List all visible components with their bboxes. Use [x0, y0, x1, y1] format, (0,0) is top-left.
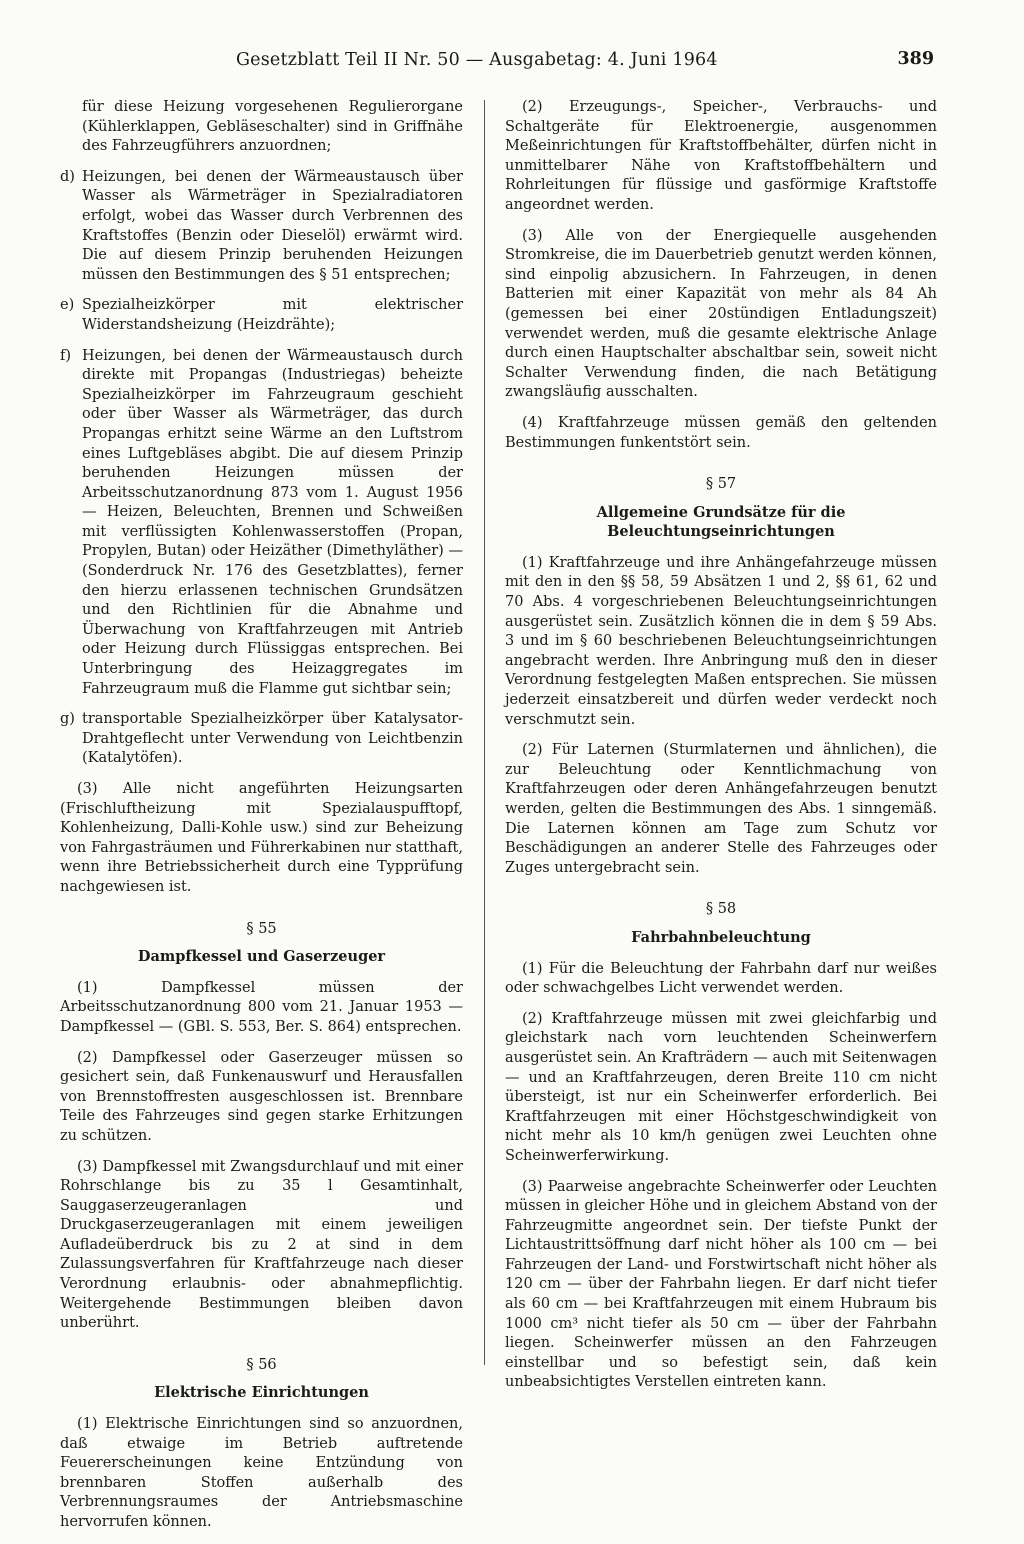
s55-paragraph-1: (1) Dampfkessel müssen der Arbeitsschutzanordnung 800 vom 21. Januar 1953 — Dampfkessel — (GBl. S. 553, Ber. S. 864) entsprechen.	[60, 979, 463, 1035]
s57-paragraph-2: (2) Für Laternen (Sturmlaternen und ähnlichen), die zur Beleuchtung oder Kenntlichmachung von Kraftfahrzeugen oder deren Anhängefahrzeugen benutzt werden, gelten die Bestimmungen des Abs. 1 sinngemäß. Die Laternen können am Tage zum Schutz vor Beschädigungen an anderer Stelle des Fahrzeuges oder Zuges untergebracht sein.	[505, 742, 937, 876]
list-label: e)	[60, 297, 75, 314]
s56-paragraph-3: (3) Alle von der Energiequelle ausgehenden Stromkreise, die im Dauerbetrieb genutzt werden können, sind einpolig abzusichern. In Fahrzeugen, in denen Batterien mit einer Kapazität von mehr als 84 Ah (gemessen bei einer 20stündigen Entladungszeit) verwendet werden, muß die gesamte elektrische Anlage durch einen Hauptschalter abschaltbar sein, soweit nicht Schalter Verwendung finden, die nach Betätigung zwangsläufig ausschalten.	[505, 227, 937, 401]
list-text: transportable Spezialheizkörper über Katalysator-Drahtgeflecht unter Verwendung von Leichtbenzin (Katalytöfen).	[82, 711, 463, 767]
item-c-continuation: für diese Heizung vorgesehenen Regulierorgane (Kühlerklappen, Gebläseschalter) sind in Griffnähe des Fahrzeugführers anzuordnen;	[82, 99, 463, 155]
list-label: d)	[60, 168, 75, 185]
column-divider	[484, 100, 485, 1365]
list-item-e	[60, 296, 463, 335]
left-column	[60, 98, 463, 1544]
section-title-56: Elektrische Einrichtungen	[154, 1384, 369, 1402]
section-number-57: § 57	[705, 476, 737, 493]
list-item-d	[60, 168, 463, 286]
s58-paragraph-3: (3) Paarweise angebrachte Scheinwerfer oder Leuchten müssen in gleicher Höhe und in gleichem Abstand von der Fahrzeugmitte angeordnet sein. Der tiefste Punkt der Lichtaustrittsöffnung darf nicht höher als 100 cm — bei Fahrzeugen der Land- und Forstwirtschaft nicht höher als 120 cm — über der Fahrbahn liegen. Er darf nicht tiefer als 60 cm — bei Kraftfahrzeugen mit einem Hubraum bis 1000 cm³ nicht tiefer als 50 cm — über der Fahrbahn liegen. Scheinwerfer müssen an den Fahrzeugen einstellbar und so befestigt sein, daß kein unbeabsichtigtes Verstellen eintreten kann.	[505, 1178, 937, 1391]
paragraph-3: (3) Alle nicht angeführten Heizungsarten (Frischluftheizung mit Spezialauspufftopf, Kohlenheizung, Dalli-Kohle usw.) sind zur Beheizung von Fahrgasträumen und Führerkabinen nur statthaft, wenn ihre Betriebssicherheit durch eine Typprüfung nachgewiesen ist.	[60, 781, 463, 895]
s56-paragraph-4: (4) Kraftfahrzeuge müssen gemäß den geltenden Bestimmungen funkentstört sein.	[505, 414, 937, 451]
s55-paragraph-3: (3) Dampfkessel mit Zwangsdurchlauf und mit einer Rohrschlange bis zu 35 l Gesamtinhalt, Sauggaserzeugeranlagen und Druckgaserzeugeranlagen mit einem jeweiligen Aufladeüberdruck bis zu 2 at sind in dem Zulassungsverfahren für Kraftfahrzeuge nach dieser Verordnung erlaubnis- oder abnahmepflichtig. Weitergehende Bestimmungen bleiben davon unberührt.	[60, 1158, 463, 1332]
list-label: g)	[60, 711, 75, 728]
right-column	[505, 98, 937, 1404]
section-number-56: § 56	[246, 1356, 277, 1373]
page-number: 389	[897, 49, 934, 69]
s57-paragraph-1: (1) Kraftfahrzeuge und ihre Anhängefahrzeuge müssen mit den in den §§ 58, 59 Absätzen 1 und 2, §§ 61, 62 und 70 Abs. 4 vorgeschriebenen Beleuchtungseinrichtungen ausgerüstet sein. Zusätzlich können die in dem § 59 Abs. 3 und im § 60 beschriebenen Beleuchtungseinrichtungen angebracht werden. Ihre Anbringung muß den in dieser Verordnung festgelegten Maßen entsprechen. Sie müssen jederzeit einsatzbereit und dürfen weder verdeckt noch verschmutzt sein.	[505, 554, 937, 728]
s55-paragraph-2: (2) Dampfkessel oder Gaserzeuger müssen so gesichert sein, daß Funkenauswurf und Herausfallen von Brennstoffresten ausgeschlossen ist. Brennbare Teile des Fahrzeuges sind gegen starke Erhitzungen zu schützen.	[60, 1049, 463, 1144]
list-item-f	[60, 347, 463, 700]
section-title-57: Allgemeine Grundsätze für die Beleuchtungseinrichtungen	[596, 503, 846, 541]
s56-paragraph-2: (2) Erzeugungs-, Speicher-, Verbrauchs- und Schaltgeräte für Elektroenergie, ausgenommen Meßeinrichtungen für Kraftstoffbehälter, dürfen nicht in unmittelbarer Nähe von Kraftstoffbehältern und Rohrleitungen für flüssige und gasförmige Kraftstoffe angeordnet werden.	[505, 99, 937, 213]
list-text: Spezialheizkörper mit elektrischer Widerstandsheizung (Heizdrähte);	[82, 297, 463, 333]
section-title-55: Dampfkessel und Gaserzeuger	[137, 948, 386, 966]
s58-paragraph-1: (1) Für die Beleuchtung der Fahrbahn darf nur weißes oder schwachgelbes Licht verwendet werden.	[505, 960, 937, 997]
list-text: Heizungen, bei denen der Wärmeaustausch durch direkte mit Propangas (Industriegas) beheizte Spezialheizkörper im Fahrzeugraum geschieht oder über Wasser als Wärmeträger, das durch Propangas erhitzt seine Wärme an den Luftstrom eines Luftgebläses abgibt. Die auf diesem Prinzip beruhenden Heizungen müssen der Arbeitsschutzanordnung 873 vom 1. August 1956 — Heizen, Beleuchten, Brennen und Schweißen mit verflüssigten Kohlenwasserstoffen (Propan, Propylen, Butan) oder Heizäther (Dimethyläther) — (Sonderdruck Nr. 176 des Gesetzblattes), ferner den hierzu erlassenen technischen Grundsätzen und den Richtlinien für die Abnahme und Überwachung von Kraftfahrzeugen mit Antrieb oder Heizung durch Flüssiggas entsprechen. Bei Unterbringung des Heizaggregates im Fahrzeugraum muß die Flamme gut sichtbar sein;	[82, 347, 463, 697]
s58-paragraph-2: (2) Kraftfahrzeuge müssen mit zwei gleichfarbig und gleichstark nach vorn leuchtenden Scheinwerfern ausgerüstet sein. An Krafträdern — auch mit Seitenwagen — und an Kraftfahrzeugen, deren Breite 110 cm nicht übersteigt, ist nur ein Scheinwerfer erforderlich. Bei Kraftfahrzeugen mit einer Höchstgeschwindigkeit von nicht mehr als 10 km/h genügen zwei Leuchten ohne Scheinwerferwirkung.	[505, 1010, 937, 1164]
section-number-58: § 58	[705, 901, 737, 918]
section-title-58: Fahrbahnbeleuchtung	[631, 928, 811, 946]
s56-paragraph-1: (1) Elektrische Einrichtungen sind so anzuordnen, daß etwaige im Betrieb auftretende Feuererscheinungen keine Entzündung von brennbaren Stoffen außerhalb des Verbrennungsraumes der Antriebsmaschine hervorrufen können.	[60, 1416, 463, 1530]
list-label: f)	[60, 347, 72, 364]
list-text: Heizungen, bei denen der Wärmeaustausch über Wasser als Wärmeträger in Spezialradiatoren erfolgt, wobei das Wasser durch Verbrennen des Kraftstoffes (Benzin oder Dieselöl) erwärmt wird. Die auf diesem Prinzip beruhenden Heizungen müssen den Bestimmungen des § 51 entsprechen;	[82, 168, 463, 283]
list-item-g	[60, 710, 463, 769]
section-number-55: § 55	[246, 920, 277, 937]
running-header: Gesetzblatt Teil II Nr. 50 — Ausgabetag: 4. Juni 1964	[236, 50, 718, 70]
